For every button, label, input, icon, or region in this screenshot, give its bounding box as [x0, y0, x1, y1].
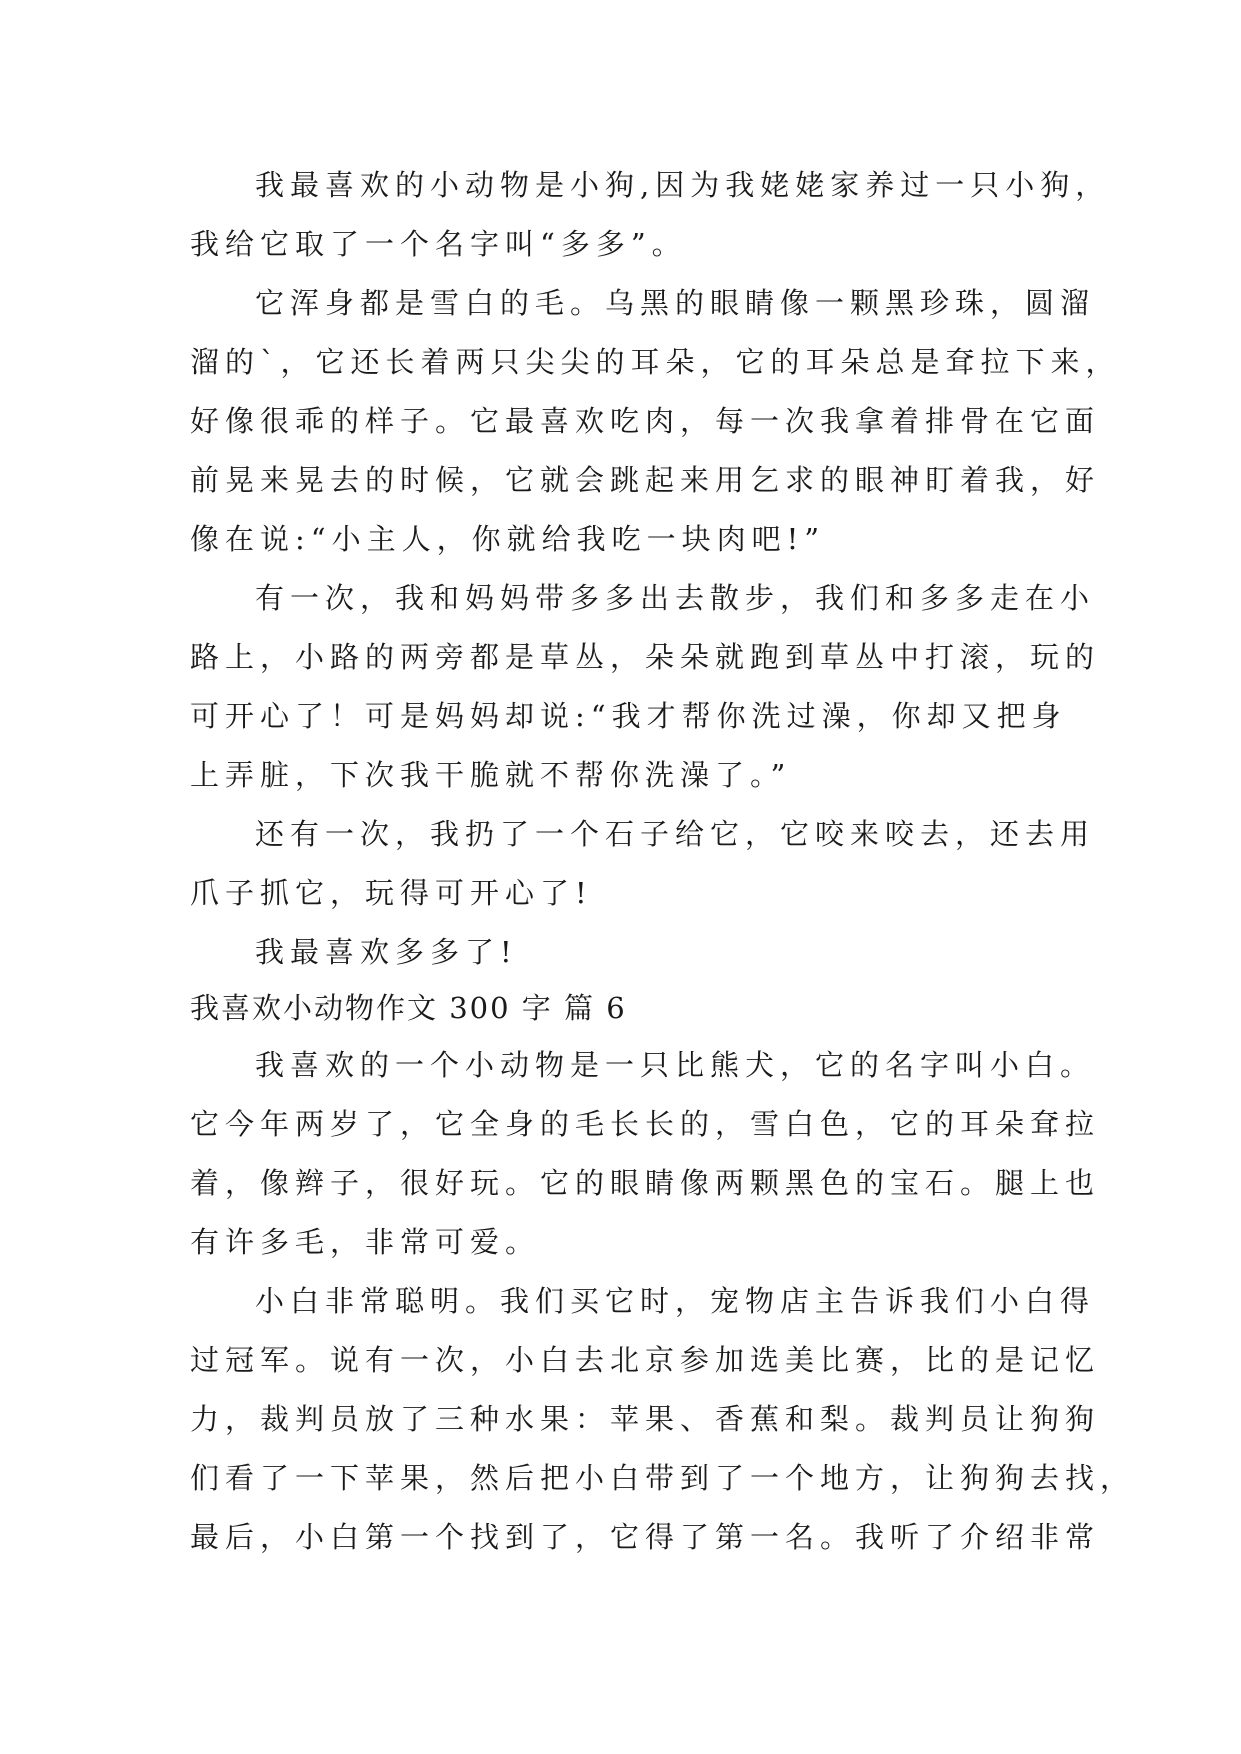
paragraph-line: 上弄脏，下次我干脆就不帮你洗澡了。”	[190, 758, 792, 792]
paragraph-line: 可开心了！可是妈妈却说:“我才帮你洗过澡，你却又把身	[190, 699, 1067, 733]
paragraph-line: 爪子抓它，玩得可开心了!	[190, 876, 593, 910]
paragraph-line: 像在说:“小主人，你就给我吃一块肉吧!”	[190, 522, 826, 556]
paragraph-line: 我最喜欢多多了!	[255, 935, 518, 969]
paragraph-line: 有一次，我和妈妈带多多出去散步，我们和多多走在小	[255, 581, 1096, 615]
paragraph-line: 着，像辫子，很好玩。它的眼睛像两颗黑色的宝石。腿上也	[190, 1166, 1101, 1200]
paragraph-line: 前晃来晃去的时候，它就会跳起来用乞求的眼神盯着我，好	[190, 463, 1101, 497]
paragraph-line: 力，裁判员放了三种水果：苹果、香蕉和梨。裁判员让狗狗	[190, 1402, 1101, 1436]
section-heading: 我喜欢小动物作文 300 字 篇 6	[190, 991, 627, 1025]
paragraph-line: 我喜欢的一个小动物是一只比熊犬，它的名字叫小白。	[255, 1048, 1096, 1082]
paragraph-line: 还有一次，我扔了一个石子给它，它咬来咬去，还去用	[255, 817, 1096, 851]
paragraph-line: 我给它取了一个名字叫“多多”。	[190, 227, 687, 261]
paragraph-line: 好像很乖的样子。它最喜欢吃肉，每一次我拿着排骨在它面	[190, 404, 1101, 438]
paragraph-line: 我最喜欢的小动物是小狗,因为我姥姥家养过一只小狗，	[255, 168, 1111, 202]
paragraph-line: 它浑身都是雪白的毛。乌黑的眼睛像一颗黑珍珠，圆溜	[255, 286, 1096, 320]
paragraph-line: 过冠军。说有一次，小白去北京参加选美比赛，比的是记忆	[190, 1343, 1101, 1377]
paragraph-line: 小白非常聪明。我们买它时，宠物店主告诉我们小白得	[255, 1284, 1096, 1318]
paragraph-line: 有许多毛，非常可爱。	[190, 1225, 541, 1259]
paragraph-line: 溜的`，它还长着两只尖尖的耳朵，它的耳朵总是耷拉下来，	[190, 345, 1121, 379]
paragraph-line: 最后，小白第一个找到了，它得了第一名。我听了介绍非常	[190, 1520, 1101, 1554]
paragraph-line: 路上，小路的两旁都是草丛，朵朵就跑到草丛中打滚，玩的	[190, 640, 1101, 674]
paragraph-line: 它今年两岁了，它全身的毛长长的，雪白色，它的耳朵耷拉	[190, 1107, 1101, 1141]
paragraph-line: 们看了一下苹果，然后把小白带到了一个地方，让狗狗去找，	[190, 1461, 1136, 1495]
